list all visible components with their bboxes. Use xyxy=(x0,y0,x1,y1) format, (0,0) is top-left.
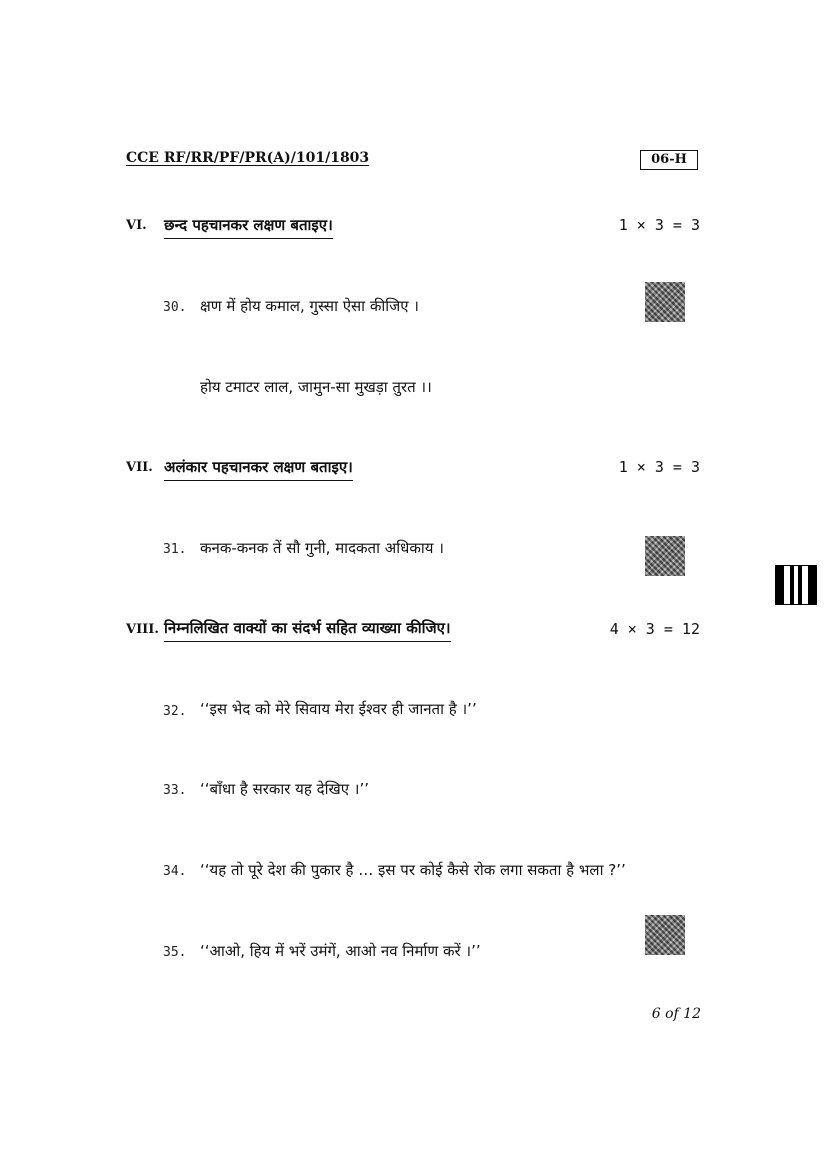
side-qr-code-icon xyxy=(776,566,816,604)
question-number: 31. xyxy=(163,542,187,557)
question-text-line2: होय टमाटर लाल, जामुन-सा मुखड़ा तुरत ।। xyxy=(200,378,432,396)
qr-code-icon xyxy=(645,915,685,955)
question-text: ‘‘इस भेद को मेरे सिवाय मेरा ईश्वर ही जानता है ।’’ xyxy=(200,700,477,718)
question-text: ‘‘बाँधा है सरकार यह देखिए ।’’ xyxy=(200,780,370,798)
question-number: 30. xyxy=(163,300,187,315)
section-number: VII. xyxy=(126,460,153,475)
section-number: VI. xyxy=(126,218,147,233)
question-number: 33. xyxy=(163,783,187,798)
question-number: 34. xyxy=(163,864,187,879)
question-text: ‘‘आओ, हिय में भरें उमंगें, आओ नव निर्माण करें ।’’ xyxy=(200,942,481,960)
paper-number-box: 06-H xyxy=(640,150,698,170)
question-text: ‘‘यह तो पूरे देश की पुकार है … इस पर कोई कैसे रोक लगा सकता है भला ?’’ xyxy=(200,861,626,879)
section-title: अलंकार पहचानकर लक्षण बताइए। xyxy=(164,457,353,481)
page-number: 6 of 12 xyxy=(651,1006,701,1022)
section-title: निम्नलिखित वाक्यों का संदर्भ सहित व्याख्या कीजिए। xyxy=(164,618,451,642)
question-number: 35. xyxy=(163,945,187,960)
qr-code-icon xyxy=(645,282,685,322)
section-marks: 1 × 3 = 3 xyxy=(618,458,700,476)
question-text: कनक-कनक तें सौ गुनी, मादकता अधिकाय । xyxy=(200,539,444,557)
section-title: छन्द पहचानकर लक्षण बताइए। xyxy=(164,215,333,239)
section-number: VIII. xyxy=(126,622,159,637)
paper-code-header: CCE RF/RR/PF/PR(A)/101/1803 xyxy=(126,150,370,166)
question-text: क्षण में होय कमाल, गुस्सा ऐसा कीजिए । xyxy=(200,297,419,315)
section-marks: 4 × 3 = 12 xyxy=(609,620,700,638)
section-marks: 1 × 3 = 3 xyxy=(618,216,700,234)
qr-code-icon xyxy=(645,536,685,576)
question-number: 32. xyxy=(163,704,187,719)
